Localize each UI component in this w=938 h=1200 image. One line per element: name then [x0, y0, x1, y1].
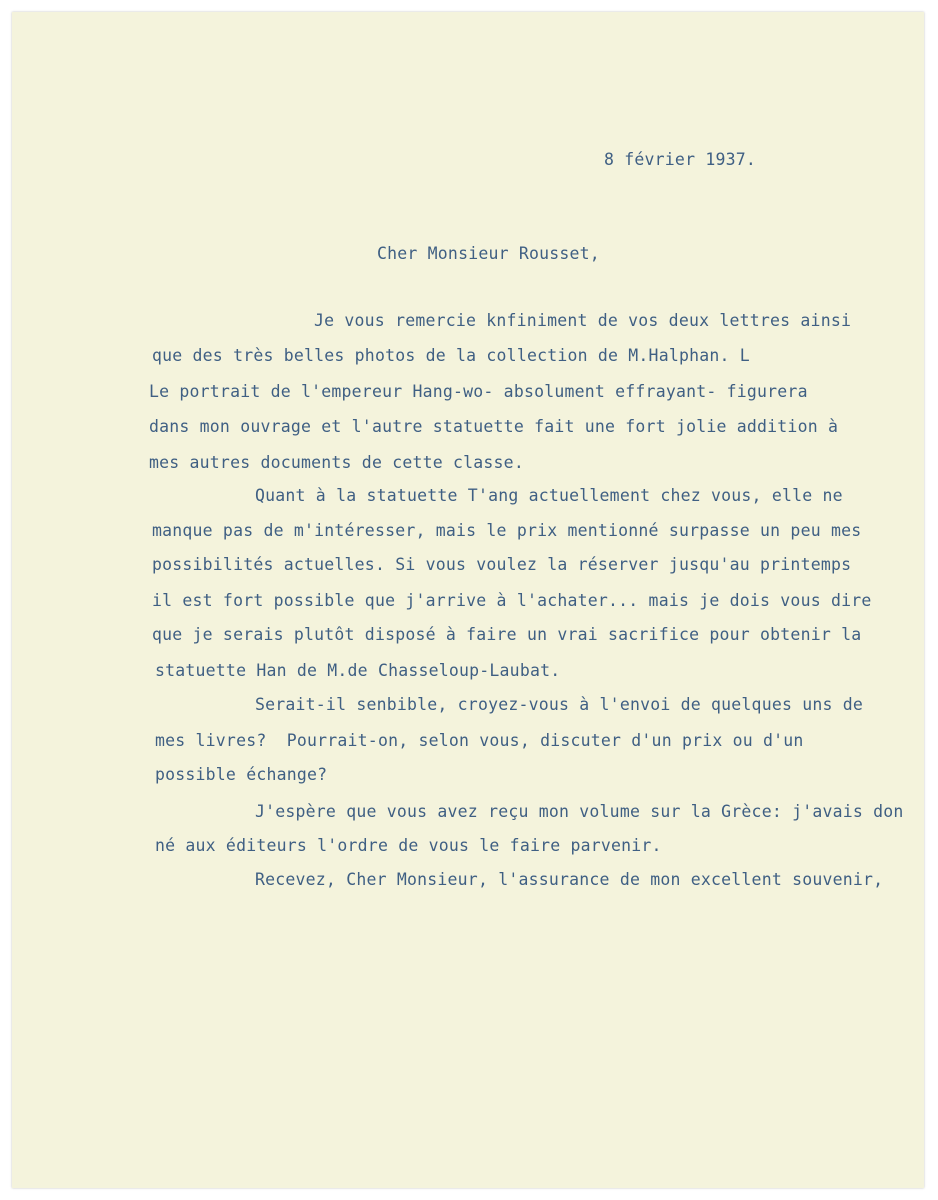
body-line: Quant à la statuette T'ang actuellement chez vous, elle ne: [255, 486, 843, 505]
body-line: statuette Han de M.de Chasseloup-Laubat.: [155, 661, 561, 680]
letter-page: [12, 12, 924, 1188]
body-line: mes autres documents de cette classe.: [149, 453, 524, 472]
letter-salutation: Cher Monsieur Rousset,: [377, 244, 600, 263]
body-line: mes livres? Pourrait-on, selon vous, discuter d'un prix ou d'un: [155, 731, 804, 750]
body-line: né aux éditeurs l'ordre de vous le faire parvenir.: [155, 836, 662, 855]
body-line: il est fort possible que j'arrive à l'achater... mais je dois vous dire: [152, 591, 872, 610]
body-line: Recevez, Cher Monsieur, l'assurance de mon excellent souvenir,: [255, 870, 884, 889]
body-line: Je vous remercie knfiniment de vos deux lettres ainsi: [314, 311, 852, 330]
body-line: possible échange?: [155, 765, 328, 784]
body-line: que des très belles photos de la collection de M.Halphan. L: [152, 346, 750, 365]
body-line: J'espère que vous avez reçu mon volume sur la Grèce: j'avais don: [255, 802, 904, 821]
typed-letter: [12, 12, 924, 1188]
body-line: Serait-il senbible, croyez-vous à l'envoi de quelques uns de: [255, 695, 864, 714]
body-line: dans mon ouvrage et l'autre statuette fait une fort jolie addition à: [149, 417, 839, 436]
body-line: possibilités actuelles. Si vous voulez la réserver jusqu'au printemps: [152, 555, 852, 574]
body-line: manque pas de m'intéresser, mais le prix mentionné surpasse un peu mes: [152, 521, 862, 540]
letter-date: 8 février 1937.: [604, 150, 757, 169]
body-line: Le portrait de l'empereur Hang-wo- absolument effrayant- figurera: [149, 382, 808, 401]
body-line: que je serais plutôt disposé à faire un vrai sacrifice pour obtenir la: [152, 625, 862, 644]
